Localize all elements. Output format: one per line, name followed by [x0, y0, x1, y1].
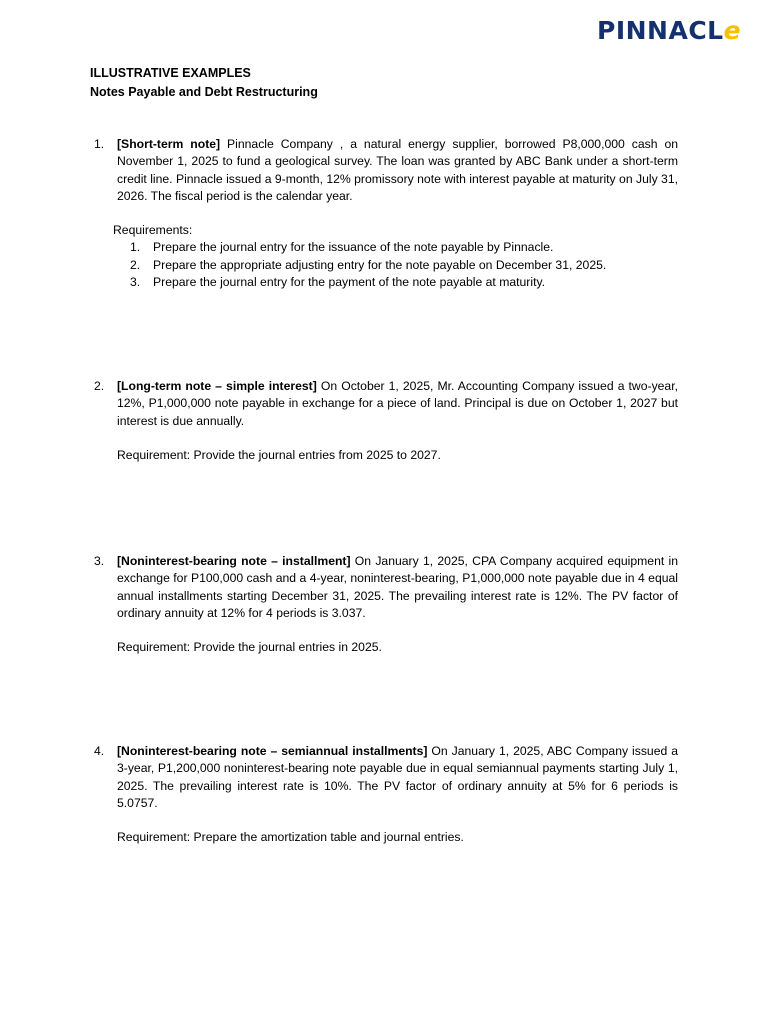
requirement-text: Prepare the appropriate adjusting entry for the note payable on December 31, 2025.	[153, 257, 607, 272]
document-subtitle: Notes Payable and Debt Restructuring	[90, 85, 318, 99]
problem-body: On January 1, 2025, CPA Company acquired equipment in exchange for P100,000 cash and a 4-year, noninterest-bearing, P1,000,000 note payable due in 4 equal annual installments starting December 31, 2025. The prevailing interest rate is 12%. The PV factor of ordinary annuity at 12% for 4 periods is 3.037.	[117, 554, 678, 620]
requirement-text: Requirement: Provide the journal entries from 2025 to 2027.	[117, 447, 441, 462]
requirement-text: Prepare the journal entry for the payment of the note payable at maturity.	[153, 275, 546, 290]
problem-body: On January 1, 2025, ABC Company issued a 3-year, P1,200,000 noninterest-bearing note payable due in equal semiannual payments starting July 1, 2025. The prevailing interest rate is 10%. The PV factor of ordinary annuity at 5% for 6 periods is 5.0757.	[117, 744, 678, 810]
logo-text-main: PINNACL	[597, 16, 724, 45]
problem-number: 4.	[94, 744, 105, 758]
problem-heading: [Short-term note]	[117, 137, 221, 151]
problem-1	[94, 136, 678, 291]
problem-4	[94, 743, 678, 846]
requirement-item	[113, 239, 678, 256]
requirement-item	[113, 274, 678, 291]
requirement-text: Prepare the journal entry for the issuance of the note payable by Pinnacle.	[153, 240, 554, 255]
requirement-number: 2.	[130, 257, 141, 272]
problem-number: 1.	[94, 137, 105, 151]
problem-text	[117, 378, 678, 430]
logo-text-accent: e	[723, 16, 742, 45]
requirements-label: Requirements:	[113, 223, 193, 238]
problem-text	[117, 136, 678, 205]
problem-heading: [Long-term note – simple interest]	[117, 379, 317, 393]
problem-number: 2.	[94, 379, 105, 393]
problem-heading: [Noninterest-bearing note – semiannual installments]	[117, 744, 428, 758]
problem-3	[94, 553, 678, 656]
problem-2	[94, 378, 678, 464]
requirement-number: 1.	[130, 240, 141, 255]
problem-body: Pinnacle Company , a natural energy supplier, borrowed P8,000,000 cash on November 1, 2025 to fund a geological survey. The loan was granted by ABC Bank under a short-term credit line. Pinnacle issued a 9-month, 12% promissory note with interest payable at maturity on July 31, 2026. The fiscal period is the calendar year.	[117, 137, 678, 203]
problem-heading: [Noninterest-bearing note – installment]	[117, 554, 351, 568]
requirements-block	[113, 222, 678, 291]
requirement-item	[113, 257, 678, 274]
requirements-list	[113, 239, 678, 291]
requirement-number: 3.	[130, 275, 141, 290]
problem-number: 3.	[94, 554, 105, 568]
problem-text	[117, 743, 678, 812]
requirement-text: Requirement: Provide the journal entries in 2025.	[117, 640, 382, 655]
requirement-text: Requirement: Prepare the amortization table and journal entries.	[117, 830, 464, 845]
document-title: ILLUSTRATIVE EXAMPLES	[90, 66, 251, 80]
pinnacle-logo	[597, 16, 741, 46]
problem-body: On October 1, 2025, Mr. Accounting Company issued a two-year, 12%, P1,000,000 note payable in exchange for a piece of land. Principal is due on October 1, 2027 but interest is due annually.	[117, 379, 678, 428]
problem-text	[117, 553, 678, 622]
